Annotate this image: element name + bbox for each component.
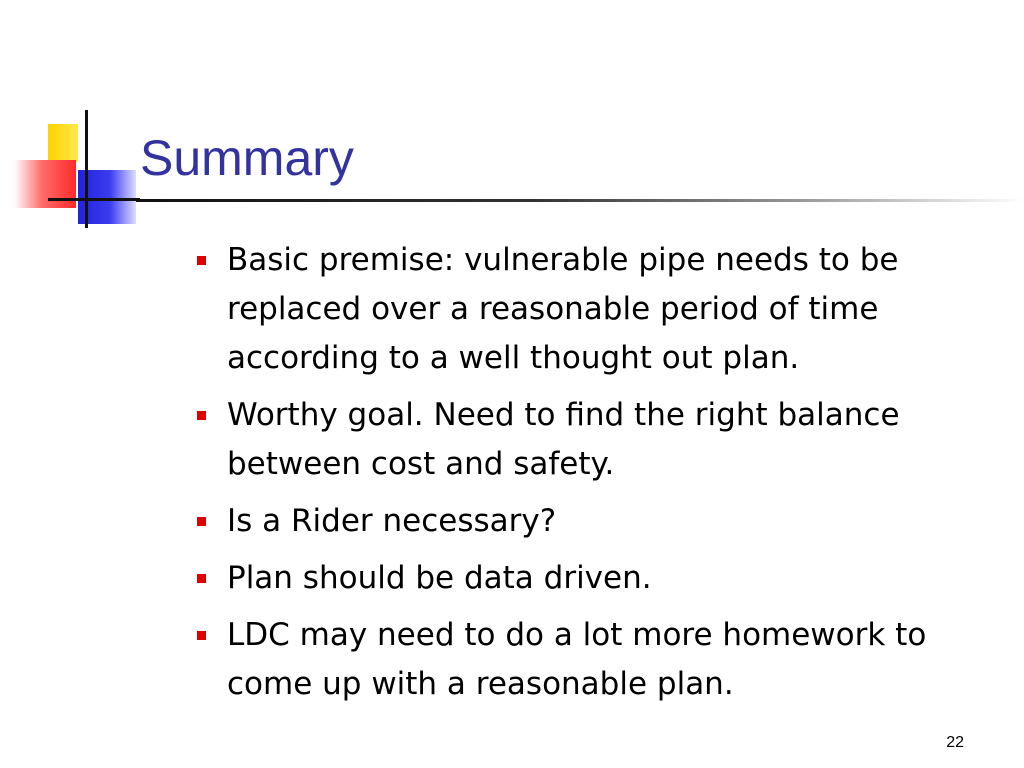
logo-vertical-line [85, 110, 88, 228]
bullet-list [195, 236, 995, 717]
bullet-square-icon [197, 574, 206, 583]
bullet-text: LDC may need to do a lot more homework to come up with a reasonable plan. [227, 617, 927, 702]
bullet-item [195, 391, 995, 489]
bullet-square-icon [197, 631, 206, 640]
bullet-item [195, 554, 995, 603]
bullet-text: Is a Rider necessary? [227, 503, 557, 539]
slide-title: Summary [140, 130, 354, 186]
bullet-item [195, 236, 995, 383]
bullet-square-icon [197, 256, 206, 265]
bullet-square-icon [197, 517, 206, 526]
logo-yellow-square [48, 124, 78, 162]
bullet-text: Plan should be data driven. [227, 560, 652, 596]
bullet-text: Worthy goal. Need to find the right balance between cost and safety. [227, 397, 900, 482]
corner-logo [0, 0, 170, 240]
bullet-square-icon [197, 411, 206, 420]
title-underline [136, 199, 1024, 202]
slide-number: 22 [946, 734, 964, 751]
bullet-text: Basic premise: vulnerable pipe needs to be replaced over a reasonable period of time according to a well thought out plan. [227, 242, 899, 376]
logo-horizontal-line [48, 198, 140, 201]
bullet-item [195, 611, 995, 709]
bullet-item [195, 497, 995, 546]
